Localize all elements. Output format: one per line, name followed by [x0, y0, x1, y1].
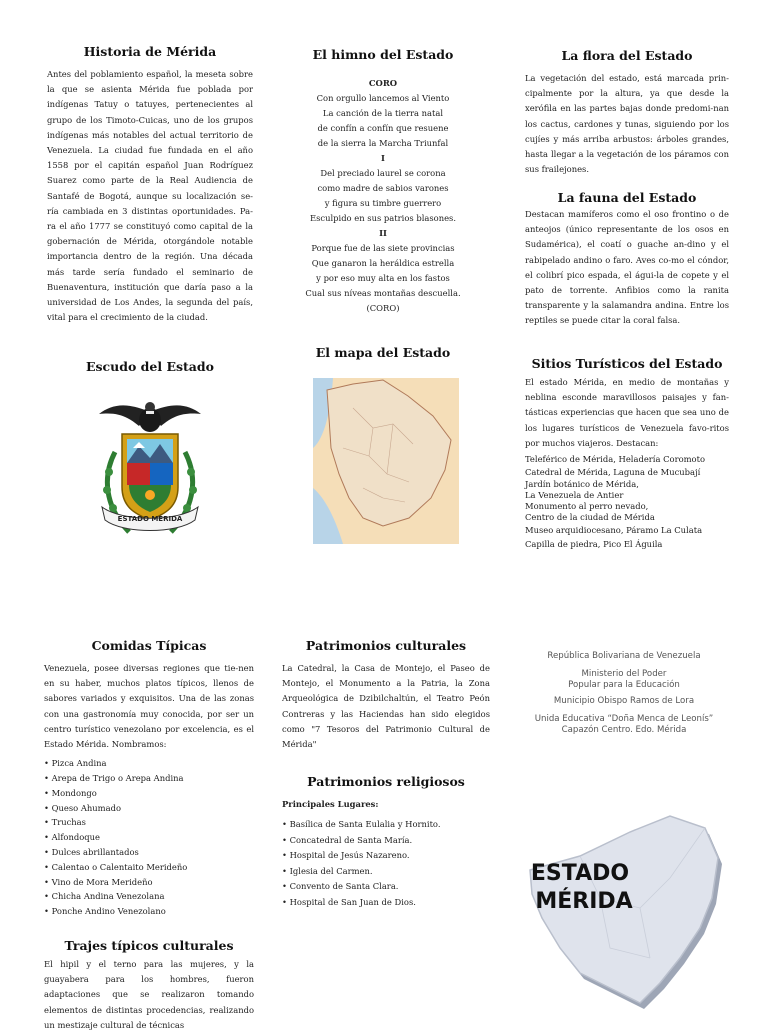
sitios-list: [525, 453, 729, 551]
comidas-list: [44, 756, 254, 919]
comidas-title: Comidas Típicas: [91, 638, 207, 653]
condor-icon: [99, 402, 201, 432]
mapa-title: El mapa del Estado: [315, 345, 451, 360]
patrimonios-culturales-section: [282, 638, 490, 752]
list-item: • Vino de Mora Merideño: [44, 875, 254, 890]
mapa-section: [280, 345, 486, 544]
himno-lyrics: [280, 76, 486, 316]
himno-title: El himno del Estado: [312, 47, 454, 62]
list-item: • Iglesia del Carmen.: [282, 864, 490, 880]
patrimonios-religiosos-section: [282, 774, 490, 910]
sitios-title: Sitios Turísticos del Estado: [531, 356, 723, 371]
himno-line: (CORO): [366, 303, 400, 313]
patrimonios-religiosos-list: [282, 817, 490, 910]
himno-line: Con orgullo lancemos al Viento: [316, 93, 450, 103]
himno-section: [280, 47, 486, 316]
comidas-text: Venezuela, posee diversas regiones que tie-nen en su haber, muchos platos típicos, llenos de sabores variados y exquisitos. Una de las zonas con una gastronomía muy conocida, por ser un centro turístico venezolano por excelencia, es el Estado Mérida. Nombramos:: [44, 663, 254, 750]
list-item: Centro de la ciudad de Mérida: [525, 512, 655, 523]
list-item: Teleférico de Mérida, Heladería Coromoto: [525, 454, 706, 465]
list-item: La Venezuela de Antier: [525, 490, 624, 501]
list-item: Catedral de Mérida, Laguna de Mucubají: [525, 467, 701, 478]
sitios-section: [525, 356, 729, 551]
cover-line: Ministerio del Poder: [581, 669, 667, 679]
list-item: Monumento al perro nevado,: [525, 501, 649, 512]
cover-line: República Bolivariana de Venezuela: [547, 651, 701, 661]
shield-icon: [122, 434, 178, 520]
himno-heading: CORO: [368, 78, 398, 88]
himno-line: Cual sus níveas montañas descuella.: [305, 288, 461, 298]
list-item: • Arepa de Trigo o Arepa Andina: [44, 771, 254, 786]
himno-line: y por eso muy alta en los fastos: [316, 273, 450, 283]
patrimonios-culturales-text: La Catedral, la Casa de Montejo, el Paseo de Montejo, el Monumento a la Patria, la Zona Arqueológica de Dzibilchaltún, el Teatro Peón Contreras y las Haciendas han sido elegidos como "7 Tesoros del Patrimonio Cultural de Mérida": [282, 663, 490, 750]
cover-map-label-1: ESTADO: [530, 861, 630, 886]
escudo-title: Escudo del Estado: [85, 359, 214, 374]
historia-title: Historia de Mérida: [83, 44, 217, 59]
list-item: Capilla de piedra, Pico El Águila: [525, 539, 663, 550]
himno-line: de la sierra la Marcha Triunfal: [317, 138, 449, 148]
list-item: • Hospital de San Juan de Dios.: [282, 895, 490, 911]
himno-line: Porque fue de las siete provincias: [311, 243, 455, 253]
himno-line: y figura su timbre guerrero: [324, 198, 442, 208]
patrimonios-religiosos-subtitle: Principales Lugares:: [282, 799, 379, 809]
trajes-text: El hipil y el terno para las mujeres, y la guayabera para los hombres, fueron adaptaciones que se realizaron tomando elementos de distintas procedencias, realizando un mestizaje cultural de técnicas: [44, 959, 254, 1030]
cover-header: [512, 650, 736, 737]
cover-line: Unida Educativa “Doña Menca de Leonís”: [534, 714, 714, 724]
cover-state-map-image: [520, 808, 730, 1008]
list-item: • Dulces abrillantados: [44, 845, 254, 860]
himno-line: de confín a confín que resuene: [317, 123, 449, 133]
fauna-text: Destacan mamíferos como el oso frontino o de anteojos (único representante de los osos en Sudamérica), el coatí o guache an-dino y el rabipelado andino o faro. Aves co-mo el cóndor, el colibrí pico espada, el águi-la de copete y el pato de torrente. Anfibios como la ranita transparente y la salamandra andina. Entre los reptiles se puede citar la coral falsa.: [525, 209, 729, 326]
list-item: • Hospital de Jesús Nazareno.: [282, 848, 490, 864]
escudo-section: [47, 359, 253, 551]
list-item: • Queso Ahumado: [44, 801, 254, 816]
historia-text: Antes del poblamiento español, la meseta sobre la que se asienta Mérida fue poblada por indígenas Tatuy o tatuyes, pertenecientes al grupo de los Timoto-Cuicas, uno de los grupos indígenas más notables del actual territorio de Venezuela. La ciudad fue fundada en el año 1558 por el capitán español Juan Rodríguez Suarez como parte de la Real Audiencia de Santafé de Bogotá, aunque su localización se-ría cambiada en 3 distintas oportunidades. Pa-ra el año 1777 se constituyó como capital de la gobernación de Mérida, otorgándole notable importancia dentro de la región. Una década más tarde sería fundado el seminario de Buenaventura, institución que daría paso a la universidad de Los Andes, la segunda del país, vital para el crecimiento de la ciudad.: [47, 69, 253, 323]
himno-line: como madre de sabios varones: [317, 183, 449, 193]
list-item: • Chicha Andina Venezolana: [44, 889, 254, 904]
list-item: • Pizca Andina: [44, 756, 254, 771]
coat-of-arms-image: [47, 382, 253, 547]
list-item: • Convento de Santa Clara.: [282, 879, 490, 895]
list-item: • Alfondoque: [44, 830, 254, 845]
state-map-image: [313, 378, 459, 544]
himno-line: Que ganaron la heráldica estrella: [311, 258, 455, 268]
list-item: • Ponche Andino Venezolano: [44, 904, 254, 919]
list-item: Museo arquidiocesano, Páramo La Culata: [525, 525, 703, 536]
trajes-section: [44, 938, 254, 1030]
list-item: • Basílica de Santa Eulalia y Hornito.: [282, 817, 490, 833]
flora-text: La vegetación del estado, está marcada prin-cipalmente por la altura, ya que desde la xerófila en las partes bajas donde predomi-nan los cactus, cardones y tunas, siguiendo por los cujíes y más arriba arbustos: árboles grandes, hasta llegar a la vegetación de los páramos con sus frailejones.: [525, 73, 729, 175]
fauna-title: La fauna del Estado: [557, 190, 697, 205]
cover-line: Capazón Centro. Edo. Mérida: [561, 725, 687, 735]
fauna-section: [525, 190, 729, 329]
himno-line: Esculpido en sus patrios blasones.: [309, 213, 457, 223]
himno-heading: I: [381, 153, 385, 163]
comidas-section: [44, 638, 254, 919]
himno-heading: II: [379, 228, 387, 238]
himno-line: La canción de la tierra natal: [322, 108, 444, 118]
cover-map-label-2: MÉRIDA: [535, 889, 633, 914]
ribbon-text: ESTADO MÉRIDA: [117, 515, 183, 523]
list-item: • Mondongo: [44, 786, 254, 801]
cover-line: Municipio Obispo Ramos de Lora: [553, 696, 695, 706]
flora-title: La flora del Estado: [561, 48, 693, 63]
sitios-text: El estado Mérida, en medio de montañas y neblina esconde maravillosos paisajes y fan-tásticas experiencias que hacen que sea uno de los lugares turísticos de Venezuela favo-ritos por muchos viajeros. Destacan:: [525, 377, 729, 448]
list-item: • Truchas: [44, 815, 254, 830]
list-item: • Concatedral de Santa María.: [282, 833, 490, 849]
patrimonios-religiosos-title: Patrimonios religiosos: [307, 774, 465, 789]
himno-line: Del preciado laurel se corona: [320, 168, 446, 178]
list-item: • Calentao o Calentaito Merideño: [44, 860, 254, 875]
historia-section: [47, 44, 253, 325]
trajes-title: Trajes típicos culturales: [64, 938, 234, 953]
patrimonios-culturales-title: Patrimonios culturales: [305, 638, 467, 653]
flora-section: [525, 48, 729, 177]
cover-line: Popular para la Educación: [568, 680, 680, 690]
list-item: Jardín botánico de Mérida,: [525, 479, 639, 490]
